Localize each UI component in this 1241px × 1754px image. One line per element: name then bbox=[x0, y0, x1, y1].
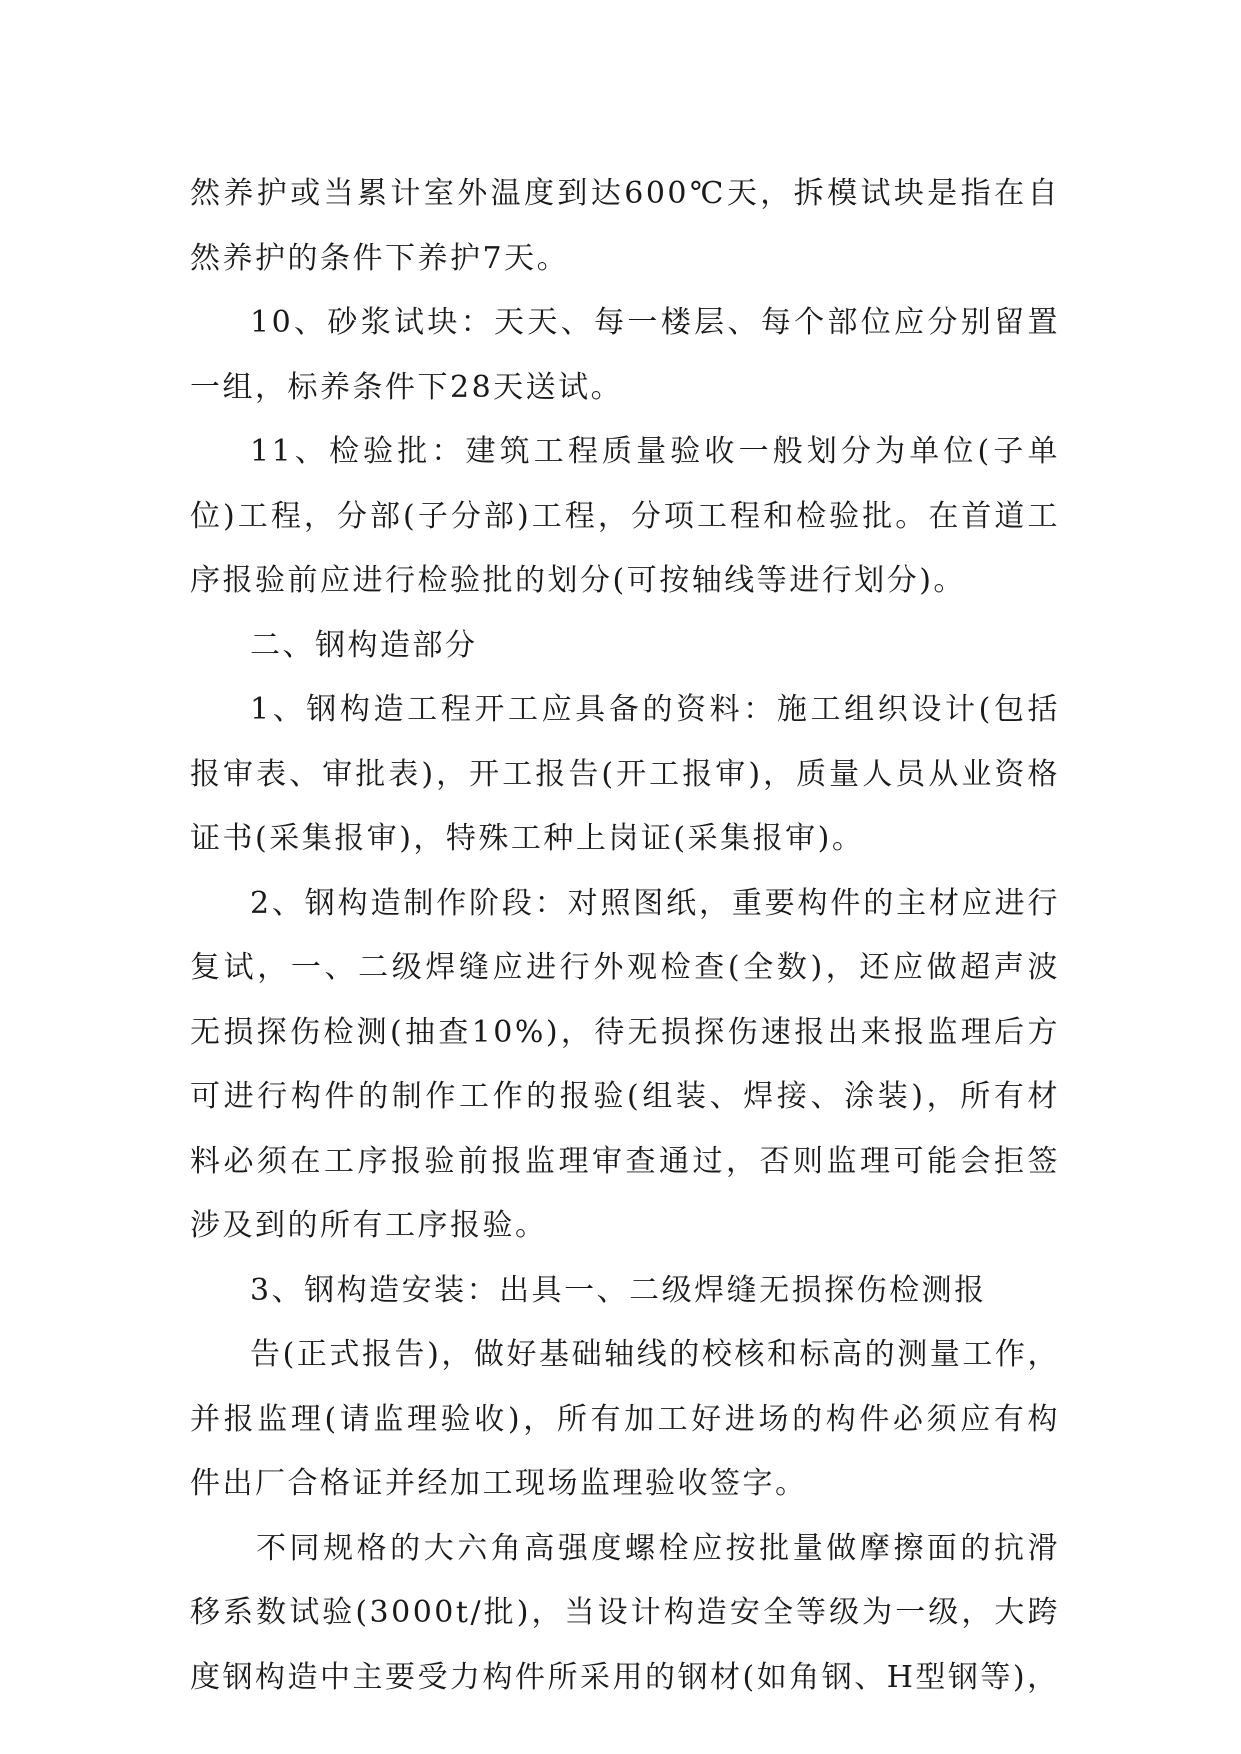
paragraph-installation-report: 告(正式报告)，做好基础轴线的校核和标高的测量工作，并报监理(请监理验收)，所有加工好进场的构件必须应有构件出厂合格证并经加工现场监理验收签字。 bbox=[190, 1337, 1060, 1501]
paragraph-steel-fabrication: 2、钢构造制作阶段：对照图纸，重要构件的主材应进行复试，一、二级焊缝应进行外观检查(全数)，还应做超声波无损探伤检测(抽查10%)，待无损探伤速报出来报监理后方可进行构件的制作工作的报验(组装、焊接、涂装)，所有材料必须在工序报验前报监理审查通过，否则监理可能会拒签涉及到的所有工序报验。 bbox=[190, 885, 1060, 1243]
paragraph-curing-continued: 然养护或当累计室外温度到达600℃天，拆模试块是指在自然养护的条件下养护7天。 bbox=[190, 176, 1060, 276]
paragraph-inspection-lot: 11、检验批：建筑工程质量验收一般划分为单位(子单位)工程，分部(子分部)工程，分项工程和检验批。在首道工序报验前应进行检验批的划分(可按轴线等进行划分)。 bbox=[190, 434, 1060, 598]
paragraph-steel-start-documents: 1、钢构造工程开工应具备的资料：施工组织设计(包括报审表、审批表)，开工报告(开工报审)，质量人员从业资格证书(采集报审)，特殊工种上岗证(采集报审)。 bbox=[190, 692, 1060, 856]
paragraph-high-strength-bolts: 不同规格的大六角高强度螺栓应按批量做摩擦面的抗滑移系数试验(3000t/批)，当设计构造安全等级为一级，大跨度钢构造中主要受力构件所采用的钢材(如角钢、H型钢等)， bbox=[190, 1530, 1060, 1695]
document-body bbox=[190, 162, 1060, 1710]
paragraph-steel-installation: 3、钢构造安装：出具一、二级焊缝无损探伤检测报 bbox=[250, 1272, 987, 1308]
paragraph-mortar-test-block: 10、砂浆试块：天天、每一楼层、每个部位应分别留置一组，标养条件下28天送试。 bbox=[190, 305, 1060, 405]
section-heading-steel-structure: 二、钢构造部分 bbox=[250, 627, 478, 663]
